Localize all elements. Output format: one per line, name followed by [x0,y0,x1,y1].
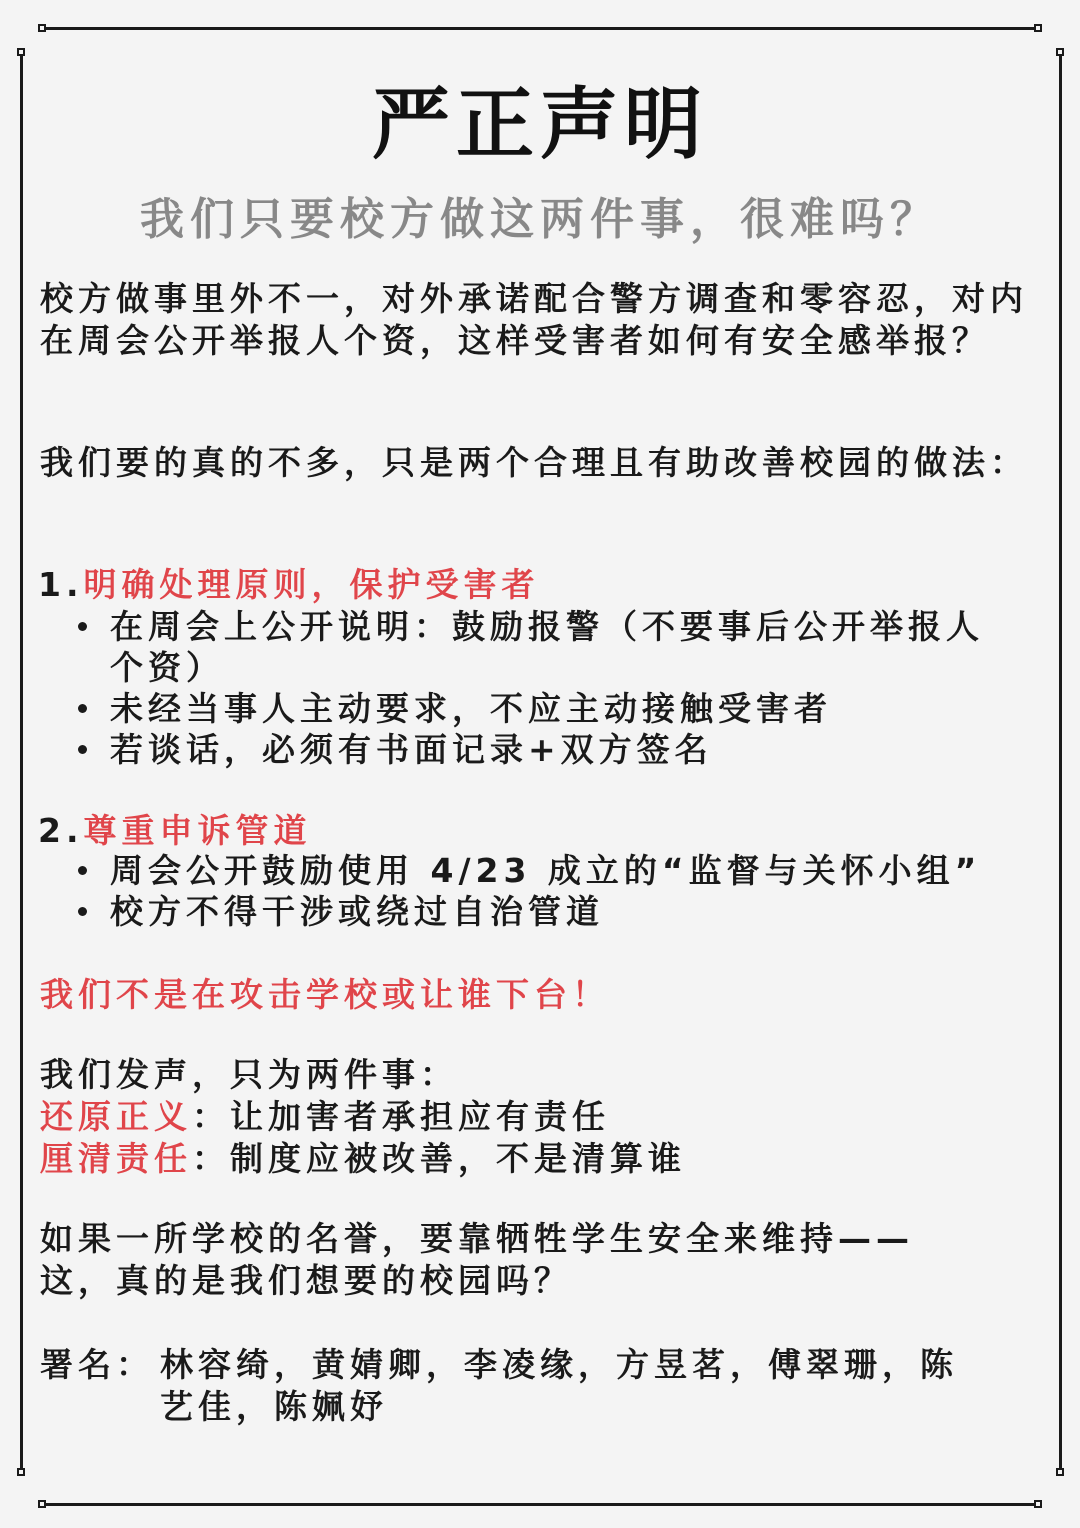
frame-corner-top-left [38,24,46,32]
list-item-text: 周会公开鼓励使用 4/23 成立的“监督与关怀小组” [110,851,982,890]
list-item [78,891,1018,932]
section2-heading-row [38,810,312,852]
list-item-text: 若谈话，必须有书面记录+双方签名 [110,730,713,769]
section1-heading: 明确处理原则，保护受害者 [83,565,540,604]
list-item [78,850,1018,891]
bullet-icon [78,745,87,754]
section1-number: 1. [38,565,84,604]
voice-item-label: 还原正义 [40,1097,192,1136]
frame-corner-right-bottom [1056,1468,1064,1476]
section2-list [78,850,1018,932]
voice-item-label: 厘清责任 [40,1139,192,1178]
voice-item-text: ：让加害者承担应有责任 [192,1097,610,1136]
section1-heading-row [38,564,540,606]
demand-intro-paragraph: 我们要的真的不多，只是两个合理且有助改善校园的做法： [40,443,1028,482]
signature-label: 署名： [40,1345,154,1384]
list-item-text: 校方不得干涉或绕过自治管道 [110,892,604,931]
signature-names: 林容绮，黄婧卿，李凌缘，方昱茗，傅翠珊，陈艺佳，陈姵妤 [160,1345,958,1426]
voice-item-text: ：制度应被改善，不是清算谁 [192,1139,686,1178]
section2-number: 2. [38,811,84,850]
section2-heading: 尊重申诉管道 [83,811,312,850]
frame-corner-right-top [1056,48,1064,56]
bullet-icon [78,704,87,713]
frame-corner-bottom-left [38,1500,46,1508]
bullet-icon [78,866,87,875]
closing-paragraph: 如果一所学校的名誉，要靠牺牲学生安全来维持——这，真的是我们想要的校园吗？ [40,1219,914,1300]
voice-item-justice [40,1096,1030,1138]
frame-corner-left-bottom [17,1468,25,1476]
list-item-text: 在周会上公开说明：鼓励报警（不要事后公开举报人个资） [110,607,984,687]
frame-corner-top-right [1034,24,1042,32]
frame-top-line [42,27,1038,30]
not-attack-statement: 我们不是在攻击学校或让谁下台！ [40,975,610,1014]
frame-left-line [20,52,23,1474]
list-item-text: 未经当事人主动要求，不应主动接触受害者 [110,689,832,728]
voice-intro: 我们发声，只为两件事： [40,1055,458,1094]
page-subtitle: 我们只要校方做这两件事，很难吗？ [140,194,940,245]
list-item [78,606,1018,688]
bullet-icon [78,907,87,916]
list-item [78,729,1018,770]
page-title: 严正声明 [371,80,708,170]
list-item [78,688,1018,729]
frame-right-line [1059,52,1062,1474]
bullet-icon [78,622,87,631]
frame-bottom-line [42,1503,1038,1506]
frame-corner-left-top [17,48,25,56]
intro-paragraph: 校方做事里外不一，对外承诺配合警方调查和零容忍，对内在周会公开举报人个资，这样受害者如何有安全感举报？ [40,279,1028,360]
frame-corner-bottom-right [1034,1500,1042,1508]
section1-list [78,606,1018,770]
voice-item-responsibility [40,1138,1030,1180]
